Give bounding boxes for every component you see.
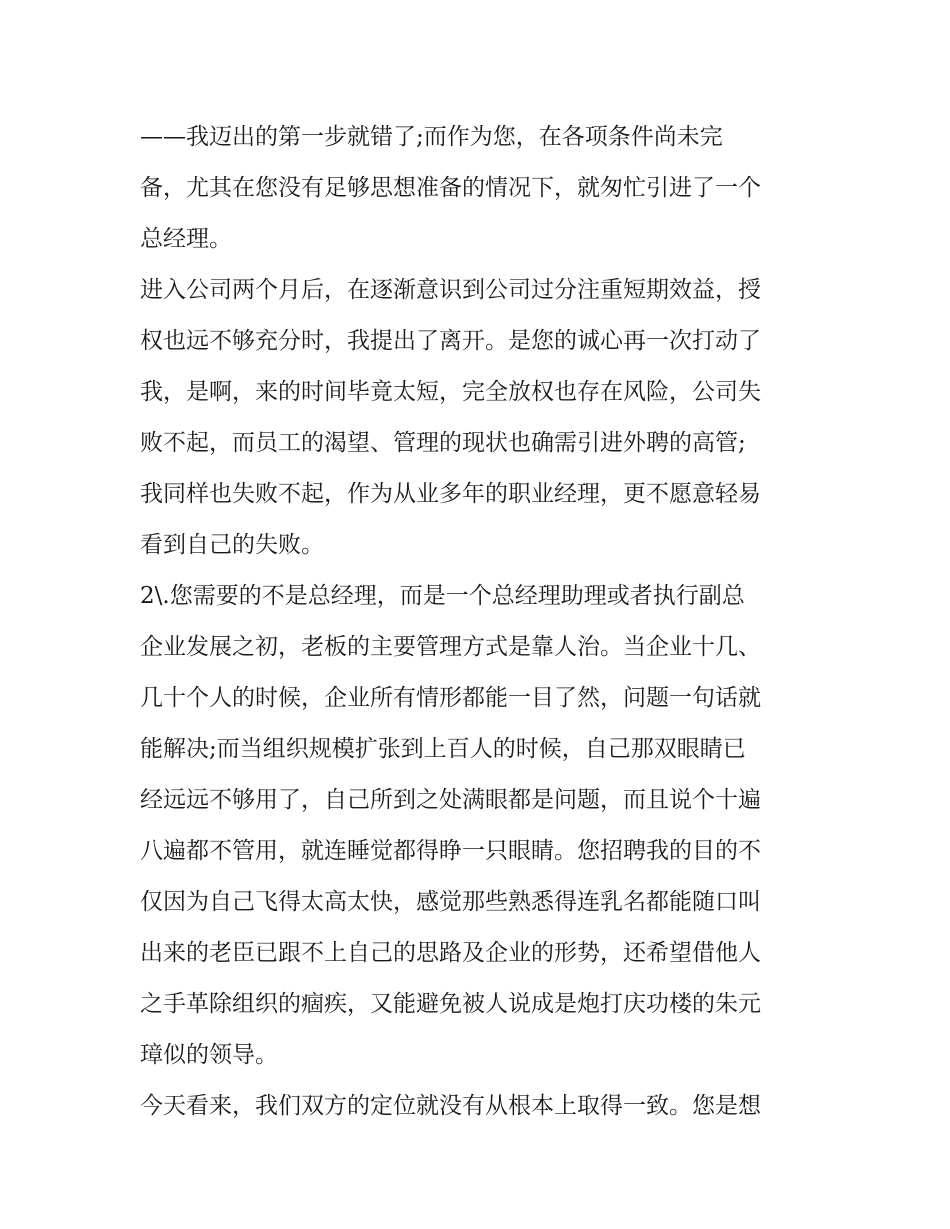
section-heading: 2\.您需要的不是总经理，而是一个总经理助理或者执行副总 [140, 583, 745, 609]
text-line: 几十个人的时候，企业所有情形都能一目了然，问题一句话就 [140, 685, 761, 711]
text-line: 仅因为自己飞得太高太快，感觉那些熟悉得连乳名都能随口叫 [140, 889, 761, 915]
text-line: 权也远不够充分时，我提出了离开。是您的诚心再一次打动了 [140, 328, 761, 354]
text-line: 八遍都不管用，就连睡觉都得睁一只眼睛。您招聘我的目的不 [140, 838, 761, 864]
document-body [140, 112, 820, 1132]
text-line: 进入公司两个月后，在逐渐意识到公司过分注重短期效益，授 [140, 277, 761, 303]
text-line: 出来的老臣已跟不上自己的思路及企业的形势，还希望借他人 [140, 940, 761, 966]
text-line: 总经理。 [140, 226, 232, 252]
text-line: 能解决;而当组织规模扩张到上百人的时候，自己那双眼睛已 [140, 736, 746, 762]
text-line: 我同样也失败不起，作为从业多年的职业经理，更不愿意轻易 [140, 481, 761, 507]
text-line: 企业发展之初，老板的主要管理方式是靠人治。当企业十几、 [140, 634, 761, 660]
text-line: 经远远不够用了，自己所到之处满眼都是问题，而且说个十遍 [140, 787, 761, 813]
text-line: 我，是啊，来的时间毕竟太短，完全放权也存在风险，公司失 [140, 379, 761, 405]
text-line: 备，尤其在您没有足够思想准备的情况下，就匆忙引进了一个 [140, 175, 761, 201]
text-line: 璋似的领导。 [140, 1042, 278, 1068]
text-line: 今天看来，我们双方的定位就没有从根本上取得一致。您是想 [140, 1093, 761, 1119]
text-line: 败不起，而员工的渴望、管理的现状也确需引进外聘的高管; [140, 430, 746, 456]
text-line: ——我迈出的第一步就错了;而作为您，在各项条件尚未完 [140, 124, 723, 150]
text-line: 看到自己的失败。 [140, 532, 324, 558]
text-line: 之手革除组织的痼疾，又能避免被人说成是炮打庆功楼的朱元 [140, 991, 761, 1017]
